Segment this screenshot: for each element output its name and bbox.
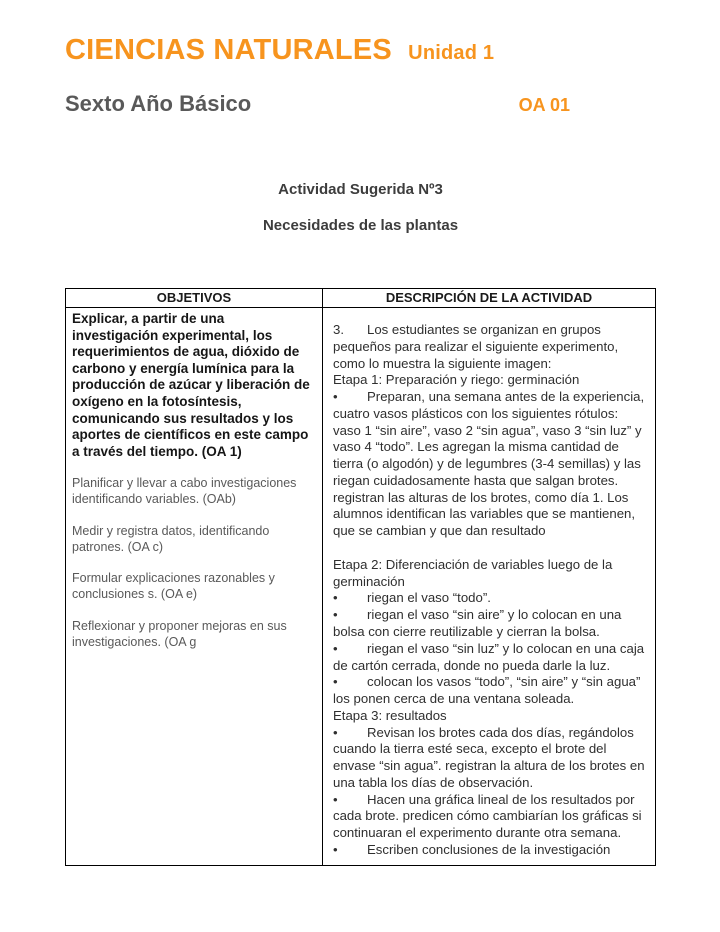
course-title-text: CIENCIAS NATURALES (65, 34, 392, 66)
bullet-icon: • (333, 590, 338, 606)
table-header-row (66, 289, 656, 308)
objectives-cell (66, 308, 323, 866)
stage2-bullet-item (333, 641, 645, 675)
column-header-description: DESCRIPCIÓN DE LA ACTIVIDAD (323, 289, 656, 308)
grade-title: Sexto Año Básico (65, 91, 252, 116)
bullet-text: Preparan, una semana antes de la experiencia, cuatro vasos plásticos con los siguientes rótulos: vaso 1 “sin aire”, vaso 2 “sin agua”, vaso 3 “sin luz” y vaso 4 “todo”. Les agregan la misma cantidad de tierra (o algodón) y de legumbres (3-4 semillas) y las riegan cuidadosamente hasta que salgan brotes. registran las alturas de los brotes, como día 1. Los alumnos identifican las variables que se mantienen, que se cambian y que dan resultado (333, 389, 645, 539)
stage3-bullet-item (333, 725, 645, 792)
bullet-icon: • (333, 674, 338, 690)
stage2-bullet-item (333, 590, 645, 607)
stage3-bullet-item (333, 842, 645, 859)
bullet-icon: • (333, 791, 338, 807)
stage3-title: Etapa 3: resultados (333, 707, 447, 723)
list-number: 3. (333, 322, 344, 337)
bullet-text: riegan el vaso “sin aire” y lo colocan en una bolsa con cierre reutilizable y cierran la bolsa. (333, 607, 622, 640)
activity-titles (65, 181, 656, 234)
bullet-text: Escriben conclusiones de la investigación (367, 841, 611, 857)
document-header (65, 34, 656, 117)
objective-item: Planificar y llevar a cabo investigaciones identificando variables. (OAb) (72, 476, 297, 507)
stage2-bullet-item (333, 674, 645, 708)
bullet-text: riegan el vaso “sin luz” y lo colocan en una caja de cartón cerrada, donde no pueda darle la luz. (333, 640, 645, 673)
bullet-text: Revisan los brotes cada dos días, regándolos cuando la tierra esté seca, excepto el brote del envase “sin agua”. registran la altura de los brotes en una tabla los días de observación. (333, 724, 645, 790)
column-header-objectives: OBJETIVOS (66, 289, 323, 308)
activity-table (65, 288, 656, 866)
stage2-bullet-item (333, 607, 645, 641)
stage1-bullet-item (333, 389, 645, 540)
bullet-icon: • (333, 640, 338, 656)
description-intro-text: Los estudiantes se organizan en grupos pequeños para realizar el siguiente experimento, como lo muestra la siguiente imagen: (333, 322, 619, 371)
bullet-text: Hacen una gráfica lineal de los resultados por cada brote. predicen cómo cambiarían los gráficas si continuaran el experimento durante otra semana. (333, 791, 642, 841)
bullet-text: riegan el vaso “todo”. (367, 590, 491, 606)
description-cell (323, 308, 656, 866)
course-title (65, 34, 656, 67)
bullet-icon: • (333, 841, 338, 857)
table-body-row (66, 308, 656, 866)
subheader-row (65, 91, 656, 117)
description-intro (333, 322, 645, 372)
bullet-icon: • (333, 607, 338, 623)
bullet-icon: • (333, 389, 338, 405)
stage2-title: Etapa 2: Diferenciación de variables luego de la germinación (333, 556, 613, 589)
stage1-title: Etapa 1: Preparación y riego: germinación (333, 372, 580, 388)
activity-title: Actividad Sugerida Nº3 (278, 181, 443, 198)
objective-item: Formular explicaciones razonables y conclusiones s. (OA e) (72, 571, 275, 602)
objective-main: Explicar, a partir de una investigación experimental, los requerimientos de agua, dióxido de carbono y energía lumínica para la producción de azúcar y liberación de oxígeno en la fotosíntesis, comunicando sus resultados y los aportes de científicos en este campo a través del tiempo. (OA 1) (72, 311, 310, 459)
objective-item: Medir y registra datos, identificando patrones. (OA c) (72, 523, 270, 554)
oa-code: OA 01 (518, 95, 570, 115)
unit-label: Unidad 1 (408, 42, 495, 64)
objective-item: Reflexionar y proponer mejoras en sus investigaciones. (OA g (72, 618, 287, 649)
bullet-text: colocan los vasos “todo”, “sin aire” y “sin agua” los ponen cerca de una ventana soleada. (333, 674, 641, 707)
activity-subtitle: Necesidades de las plantas (262, 217, 459, 234)
stage3-bullet-item (333, 792, 645, 842)
bullet-icon: • (333, 724, 338, 740)
